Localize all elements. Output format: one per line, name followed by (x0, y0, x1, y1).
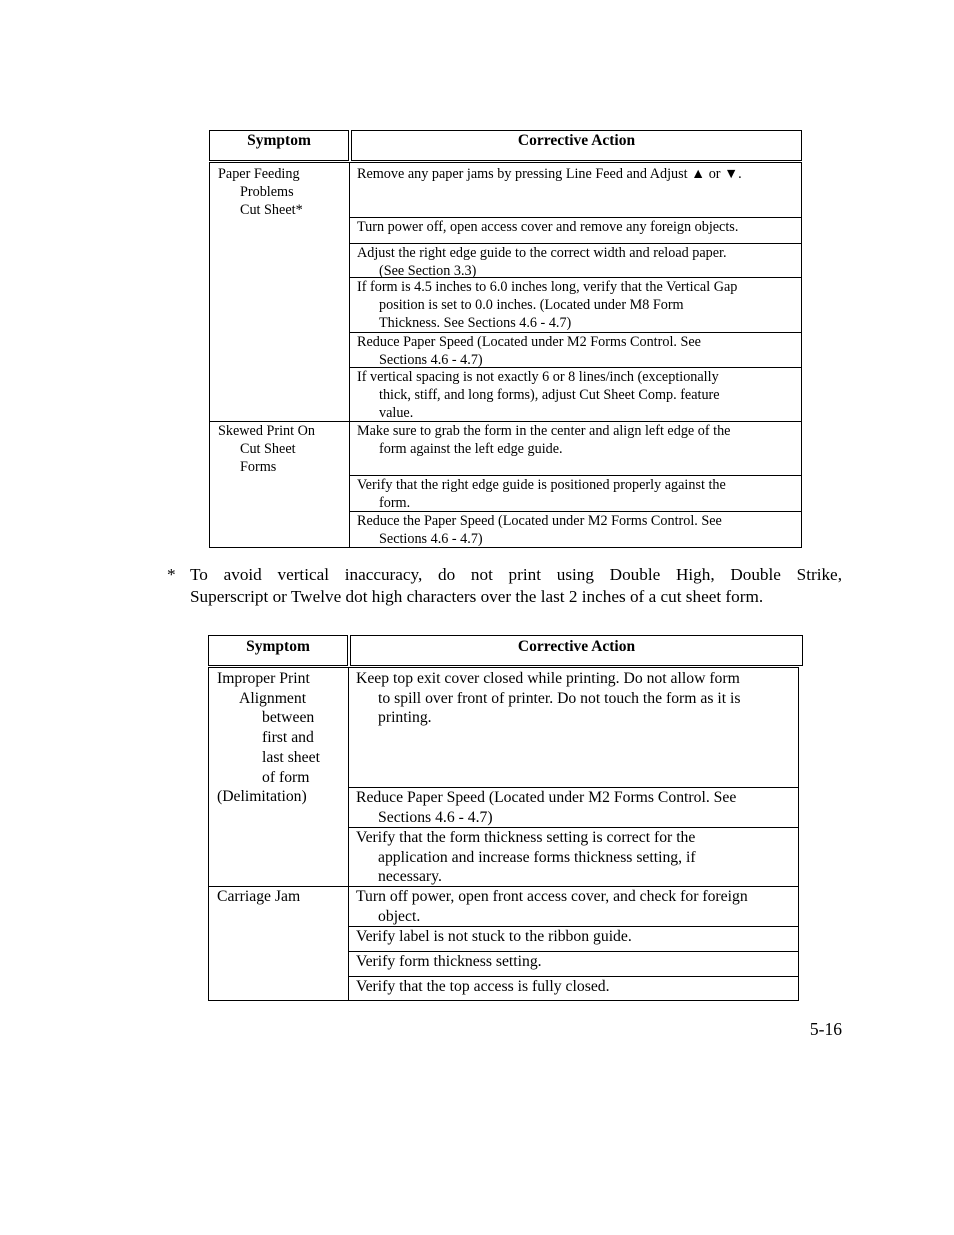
action-text: Sections 4.6 - 4.7) (379, 531, 483, 547)
action-text: object. (378, 907, 421, 925)
symptom-text: Improper Print (217, 670, 310, 687)
action-text: Reduce Paper Speed (Located under M2 Forms Control. See (357, 334, 701, 350)
action-text: Keep top exit cover closed while printing. Do not allow form (356, 670, 740, 687)
action-text: Turn power off, open access cover and remove any foreign objects. (357, 219, 739, 235)
action-text: Verify label is not stuck to the ribbon guide. (356, 928, 632, 945)
table2-action-cell (348, 976, 799, 1001)
table2-action-cell (348, 787, 799, 827)
action-text: to spill over front of printer. Do not touch the form as it is (378, 689, 741, 707)
table2-symptom-cell (208, 667, 349, 886)
action-text: application and increase forms thickness setting, if (378, 848, 696, 866)
symptom-text: of form (262, 768, 310, 786)
symptom-text: Cut Sheet (240, 441, 296, 457)
action-text: Adjust the right edge guide to the correct width and reload paper. (357, 245, 727, 261)
table2-action-cell (348, 827, 799, 886)
footnote-marker: * (167, 565, 176, 584)
action-text: If vertical spacing is not exactly 6 or 8 lines/inch (exceptionally (357, 369, 719, 385)
symptom-text: Carriage Jam (217, 888, 301, 905)
symptom-text: Alignment (239, 689, 307, 707)
action-text: (See Section 3.3) (379, 263, 477, 279)
table1-header-action: Corrective Action (351, 130, 802, 161)
table2-symptom-cell (208, 886, 349, 1001)
action-text: thick, stiff, and long forms), adjust Cut Sheet Comp. feature (379, 387, 720, 403)
action-text: Reduce Paper Speed (Located under M2 Forms Control. See (356, 789, 737, 806)
table1-action-cell (349, 475, 802, 511)
action-text: value. (379, 405, 414, 421)
table2-header-action: Corrective Action (350, 635, 803, 666)
symptom-text: (Delimitation) (217, 788, 307, 806)
action-text: Verify that the right edge guide is positioned properly against the (357, 477, 726, 493)
action-text: necessary. (378, 868, 442, 886)
table1-action-cell (349, 511, 802, 548)
action-text: Verify that the top access is fully closed. (356, 978, 610, 995)
action-text: Turn off power, open front access cover, and check for foreign (356, 888, 748, 905)
table1-action-cell (349, 421, 802, 475)
symptom-text: first and (262, 729, 314, 747)
action-text: If form is 4.5 inches to 6.0 inches long, verify that the Vertical Gap (357, 279, 738, 295)
action-text: Sections 4.6 - 4.7) (379, 352, 483, 368)
symptom-text: Paper Feeding (218, 166, 300, 182)
symptom-text: Forms (240, 459, 277, 475)
action-text: position is set to 0.0 inches. (Located under M8 Form (379, 297, 684, 313)
action-text: Verify form thickness setting. (356, 953, 542, 970)
action-text: form against the left edge guide. (379, 441, 563, 457)
table2-action-cell (348, 951, 799, 976)
table2-action-cell (348, 886, 799, 926)
table2-header-symptom: Symptom (208, 635, 348, 666)
table2-action-cell (348, 926, 799, 951)
footnote-line: Superscript or Twelve dot high characters over the last 2 inches of a cut sheet form. (190, 587, 764, 606)
table2-action-cell (348, 667, 799, 787)
symptom-text: between (262, 709, 315, 727)
table1-symptom-cell (209, 162, 350, 421)
table1-action-cell (349, 367, 802, 421)
table1-action-cell (349, 162, 802, 217)
table1-symptom-cell (209, 421, 350, 548)
symptom-text: Problems (240, 184, 294, 200)
symptom-text: Cut Sheet* (240, 202, 303, 218)
table1-action-cell (349, 243, 802, 277)
action-text: Remove any paper jams by pressing Line Feed and Adjust ▲ or ▼. (357, 166, 742, 182)
action-text: Sections 4.6 - 4.7) (378, 808, 493, 826)
action-text: Verify that the form thickness setting is correct for the (356, 829, 696, 846)
table1-action-cell (349, 217, 802, 243)
action-text: form. (379, 495, 411, 511)
symptom-text: Skewed Print On (218, 423, 315, 439)
table1-header-symptom: Symptom (209, 130, 349, 161)
action-text: Thickness. See Sections 4.6 - 4.7) (379, 315, 572, 331)
footnote-text (190, 564, 842, 608)
symptom-text: last sheet (262, 748, 320, 766)
action-text: printing. (378, 709, 432, 727)
footnote-line: To avoid vertical inaccuracy, do not print using Double High, Double Strike, (190, 565, 842, 584)
page-number: 5-16 (809, 1019, 842, 1039)
action-text: Reduce the Paper Speed (Located under M2 Forms Control. See (357, 513, 722, 529)
table1-action-cell (349, 332, 802, 367)
action-text: Make sure to grab the form in the center and align left edge of the (357, 423, 731, 439)
table1-action-cell (349, 277, 802, 332)
